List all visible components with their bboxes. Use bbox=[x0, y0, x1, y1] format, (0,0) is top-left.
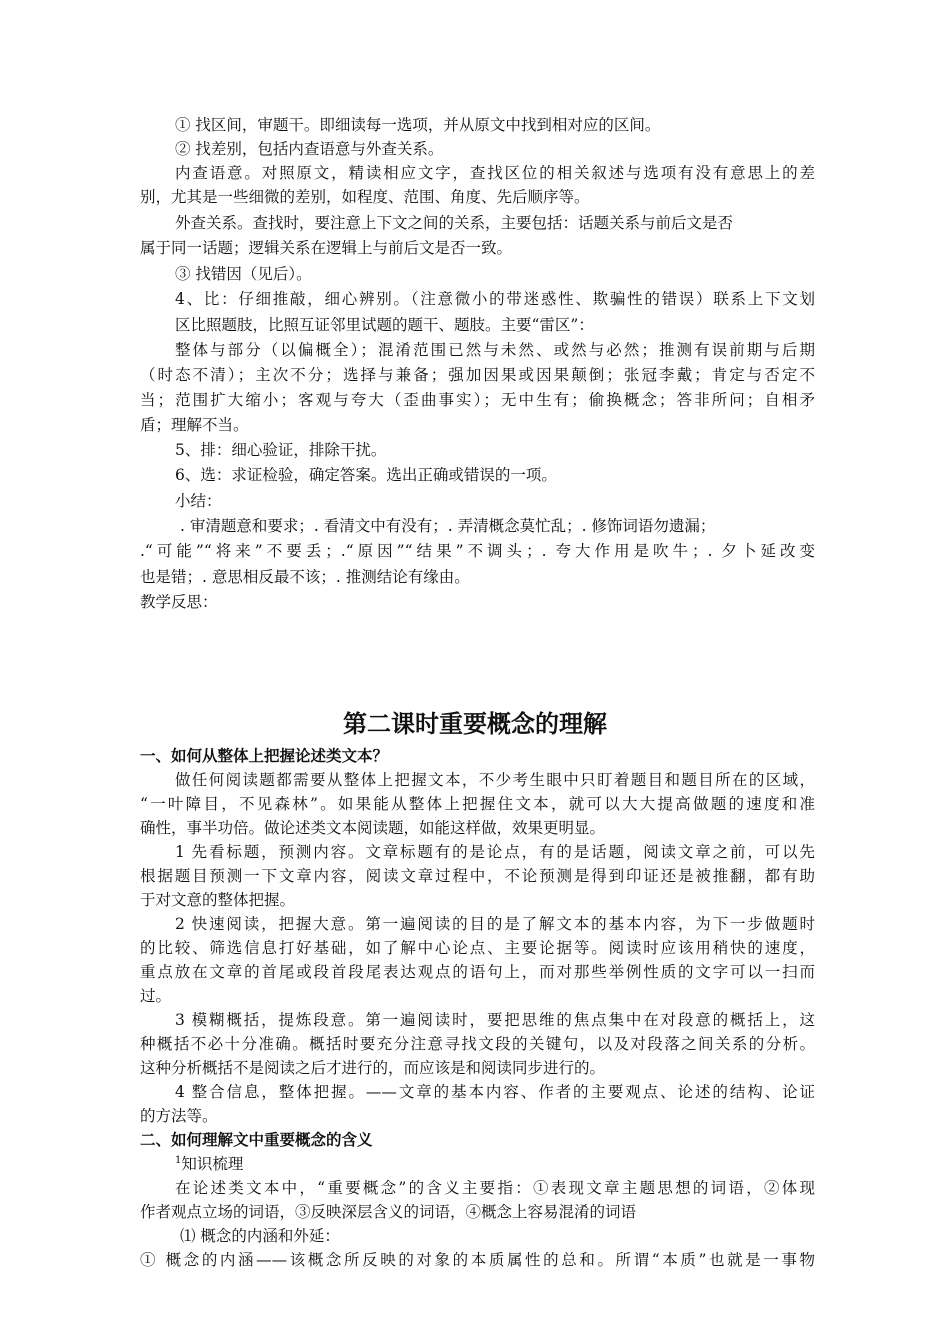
footnote-marker: 1 bbox=[175, 1154, 182, 1166]
text-line: 6、选：求证检验，确定答案。选出正确或错误的一项。 bbox=[175, 466, 557, 484]
section-heading: 一、如何从整体上把握论述类文本？ bbox=[140, 747, 389, 765]
text-line: 当；范围扩大缩小；客观与夸大（歪曲事实）；无中生有；偷换概念；答非所问；自相矛 bbox=[140, 391, 815, 409]
text-line: ⑴ 概念的内涵和外延： bbox=[180, 1227, 340, 1245]
section-heading: 二、如何理解文中重要概念的含义 bbox=[140, 1131, 373, 1149]
knowledge-label bbox=[175, 1152, 243, 1176]
text-line: 的方法等。 bbox=[140, 1107, 218, 1125]
text-line: 也是错；. 意思相反最不该；. 推测结论有缘由。 bbox=[140, 568, 470, 586]
text-line: 小结： bbox=[175, 492, 222, 510]
text-line: 2 快速阅读，把握大意。第一遍阅读的目的是了解文本的基本内容，为下一步做题时 bbox=[175, 915, 815, 933]
text-line: 整体与部分（以偏概全）；混淆范围已然与未然、或然与必然；推测有误前期与后期 bbox=[175, 341, 815, 359]
text-line: 根据题目预测一下文章内容，阅读文章过程中，不论预测是得到印证还是被推翻，都有助 bbox=[140, 867, 815, 885]
text-line: 过。 bbox=[140, 987, 172, 1005]
text-line: 外查关系。查找时，要注意上下文之间的关系，主要包括：话题关系与前后文是否 bbox=[175, 214, 734, 232]
knowledge-text: 知识梳理 bbox=[181, 1155, 244, 1173]
lesson-title: 第二课时重要概念的理解 bbox=[343, 710, 607, 738]
text-line: ③ 找错因（见后）。 bbox=[175, 265, 312, 283]
text-line: 在论述类文本中，“重要概念”的含义主要指：①表现文章主题思想的词语，②体现 bbox=[175, 1179, 815, 1197]
text-line: 确性，事半功倍。做论述类文本阅读题，如能这样做，效果更明显。 bbox=[140, 819, 606, 837]
text-line: .“可能”“将来”不要丢；.“原因”“结果”不调头；. 夸大作用是吹牛；. 夕卜延改变 bbox=[140, 542, 815, 560]
text-line: 属于同一话题；逻辑关系在逻辑上与前后文是否一致。 bbox=[140, 239, 513, 257]
text-line: 这种分析概括不是阅读之后才进行的，而应该是和阅读同步进行的。 bbox=[140, 1059, 606, 1077]
text-line: （时态不清）；主次不分；选择与兼备；强加因果或因果颠倒；张冠李戴；肯定与否定不 bbox=[140, 366, 815, 384]
text-line: 4 整合信息，整体把握。——文章的基本内容、作者的主要观点、论述的结构、论证 bbox=[175, 1083, 815, 1101]
text-line: 重点放在文章的首尾或段首段尾表达观点的语句上，而对那些举例性质的文字可以一扫而 bbox=[140, 963, 815, 981]
text-line: 别，尤其是一些细微的差别，如程度、范围、角度、先后顺序等。 bbox=[140, 188, 590, 206]
text-line: ① 概念的内涵——该概念所反映的对象的本质属性的总和。所谓“本质”也就是一事物 bbox=[140, 1251, 815, 1269]
text-line: . 审清题意和要求；. 看清文中有没有；. 弄清概念莫忙乱；. 修饰词语勿遗漏； bbox=[180, 517, 716, 535]
text-line: 的比较、筛选信息打好基础，如了解中心论点、主要论据等。阅读时应该用稍快的速度， bbox=[140, 939, 815, 957]
text-line: 1 先看标题，预测内容。文章标题有的是论点，有的是话题，阅读文章之前，可以先 bbox=[175, 843, 815, 861]
text-line: 3 模糊概括，提炼段意。第一遍阅读时，要把思维的焦点集中在对段意的概括上，这 bbox=[175, 1011, 815, 1029]
text-line: 做任何阅读题都需要从整体上把握文本，不少考生眼中只盯着题目和题目所在的区域， bbox=[175, 771, 815, 789]
text-line: ② 找差别，包括内查语意与外查关系。 bbox=[175, 140, 444, 158]
text-line: 教学反思： bbox=[140, 593, 218, 611]
text-line: 作者观点立场的词语，③反映深层含义的词语，④概念上容易混淆的词语 bbox=[140, 1203, 637, 1221]
text-line: 内查语意。对照原文，精读相应文字，查找区位的相关叙述与选项有没有意思上的差 bbox=[175, 164, 815, 182]
text-line: “一叶障目，不见森林”。如果能从整体上把握住文本，就可以大大提高做题的速度和准 bbox=[140, 795, 815, 813]
text-line: ① 找区间，审题干。即细读每一选项，并从原文中找到相对应的区间。 bbox=[175, 116, 661, 134]
text-line: 区比照题肢，比照互证邻里试题的题干、题肢。主要“雷区”： bbox=[175, 316, 594, 334]
text-line: 5、排：细心验证，排除干扰。 bbox=[175, 441, 387, 459]
text-line: 4、比：仔细推敲，细心辨别。（注意微小的带迷惑性、欺骗性的错误）联系上下文划 bbox=[175, 290, 815, 308]
text-line: 于对文意的整体把握。 bbox=[140, 891, 296, 909]
text-line: 盾；理解不当。 bbox=[140, 416, 249, 434]
text-line: 种概括不必十分准确。概括时要充分注意寻找文段的关键句，以及对段落之间关系的分析。 bbox=[140, 1035, 815, 1053]
